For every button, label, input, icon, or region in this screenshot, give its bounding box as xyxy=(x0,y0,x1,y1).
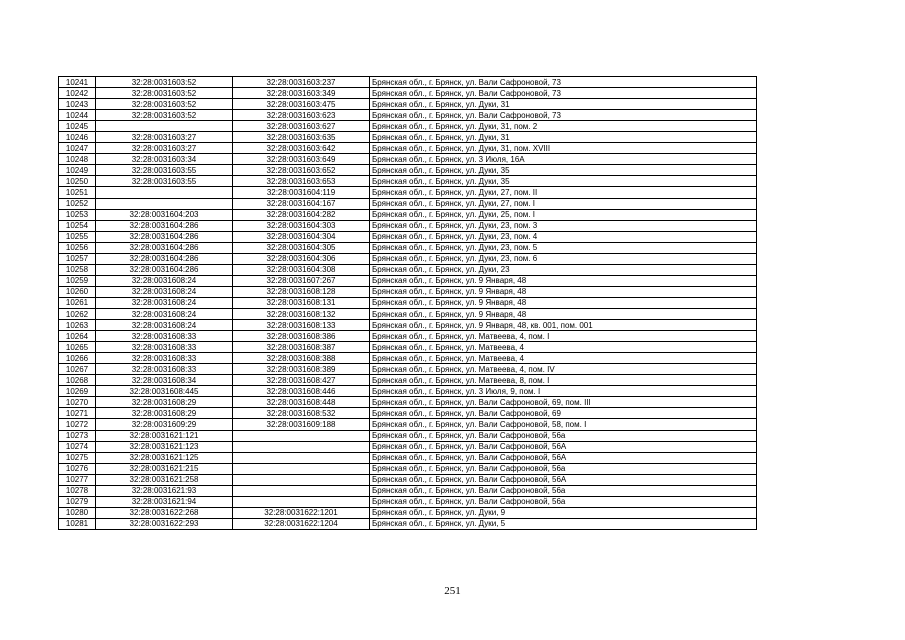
land-cadastral-number-cell: 32:28:0031604:286 xyxy=(96,231,233,242)
address-cell: Брянская обл., г. Брянск, ул. Дуки, 25, пом. I xyxy=(370,209,757,220)
object-cadastral-number-cell: 32:28:0031603:649 xyxy=(233,154,370,165)
object-cadastral-number-cell: 32:28:0031603:623 xyxy=(233,110,370,121)
address-cell: Брянская обл., г. Брянск, ул. Вали Сафроновой, 69, пом. III xyxy=(370,397,757,408)
object-cadastral-number-cell: 32:28:0031622:1201 xyxy=(233,507,370,518)
table-row xyxy=(59,99,757,110)
row-number-cell: 10276 xyxy=(59,463,96,474)
table-row xyxy=(59,242,757,253)
land-cadastral-number-cell xyxy=(96,198,233,209)
address-cell: Брянская обл., г. Брянск, ул. Дуки, 31, пом. XVIII xyxy=(370,143,757,154)
table-row xyxy=(59,331,757,342)
land-cadastral-number-cell: 32:28:0031608:29 xyxy=(96,408,233,419)
row-number-cell: 10267 xyxy=(59,364,96,375)
land-cadastral-number-cell: 32:28:0031604:286 xyxy=(96,242,233,253)
row-number-cell: 10269 xyxy=(59,386,96,397)
row-number-cell: 10250 xyxy=(59,176,96,187)
object-cadastral-number-cell: 32:28:0031608:427 xyxy=(233,375,370,386)
object-cadastral-number-cell: 32:28:0031608:128 xyxy=(233,286,370,297)
object-cadastral-number-cell xyxy=(233,430,370,441)
row-number-cell: 10247 xyxy=(59,143,96,154)
row-number-cell: 10264 xyxy=(59,331,96,342)
table-row xyxy=(59,342,757,353)
address-cell: Брянская обл., г. Брянск, ул. Матвеева, 4 xyxy=(370,353,757,364)
object-cadastral-number-cell xyxy=(233,463,370,474)
land-cadastral-number-cell: 32:28:0031604:286 xyxy=(96,264,233,275)
table-row xyxy=(59,463,757,474)
object-cadastral-number-cell xyxy=(233,485,370,496)
object-cadastral-number-cell: 32:28:0031609:188 xyxy=(233,419,370,430)
object-cadastral-number-cell xyxy=(233,452,370,463)
object-cadastral-number-cell: 32:28:0031604:305 xyxy=(233,242,370,253)
land-cadastral-number-cell: 32:28:0031622:293 xyxy=(96,518,233,529)
row-number-cell: 10257 xyxy=(59,253,96,264)
address-cell: Брянская обл., г. Брянск, ул. Дуки, 31, пом. 2 xyxy=(370,121,757,132)
row-number-cell: 10280 xyxy=(59,507,96,518)
object-cadastral-number-cell: 32:28:0031603:237 xyxy=(233,77,370,88)
address-cell: Брянская обл., г. Брянск, ул. Дуки, 9 xyxy=(370,507,757,518)
object-cadastral-number-cell: 32:28:0031608:387 xyxy=(233,342,370,353)
address-cell: Брянская обл., г. Брянск, ул. Дуки, 35 xyxy=(370,176,757,187)
row-number-cell: 10245 xyxy=(59,121,96,132)
address-cell: Брянская обл., г. Брянск, ул. 9 Января, 48 xyxy=(370,308,757,319)
land-cadastral-number-cell: 32:28:0031603:52 xyxy=(96,110,233,121)
table-row xyxy=(59,286,757,297)
object-cadastral-number-cell: 32:28:0031608:132 xyxy=(233,308,370,319)
address-cell: Брянская обл., г. Брянск, ул. Вали Сафроновой, 56А xyxy=(370,474,757,485)
table-row xyxy=(59,518,757,529)
row-number-cell: 10263 xyxy=(59,320,96,331)
row-number-cell: 10271 xyxy=(59,408,96,419)
address-cell: Брянская обл., г. Брянск, ул. Вали Сафроновой, 69 xyxy=(370,408,757,419)
land-cadastral-number-cell: 32:28:0031603:52 xyxy=(96,88,233,99)
land-cadastral-number-cell: 32:28:0031621:258 xyxy=(96,474,233,485)
table-body xyxy=(59,77,757,530)
object-cadastral-number-cell: 32:28:0031607:267 xyxy=(233,275,370,286)
object-cadastral-number-cell: 32:28:0031608:532 xyxy=(233,408,370,419)
object-cadastral-number-cell: 32:28:0031603:642 xyxy=(233,143,370,154)
table-row xyxy=(59,132,757,143)
row-number-cell: 10252 xyxy=(59,198,96,209)
land-cadastral-number-cell: 32:28:0031604:286 xyxy=(96,220,233,231)
land-cadastral-number-cell: 32:28:0031608:24 xyxy=(96,320,233,331)
table-row xyxy=(59,441,757,452)
table-row xyxy=(59,408,757,419)
row-number-cell: 10268 xyxy=(59,375,96,386)
address-cell: Брянская обл., г. Брянск, ул. Матвеева, 4, пом. IV xyxy=(370,364,757,375)
address-cell: Брянская обл., г. Брянск, ул. Вали Сафроновой, 58, пом. I xyxy=(370,419,757,430)
land-cadastral-number-cell: 32:28:0031608:24 xyxy=(96,275,233,286)
table-row xyxy=(59,110,757,121)
row-number-cell: 10261 xyxy=(59,297,96,308)
land-cadastral-number-cell: 32:28:0031608:34 xyxy=(96,375,233,386)
row-number-cell: 10259 xyxy=(59,275,96,286)
land-cadastral-number-cell: 32:28:0031608:24 xyxy=(96,297,233,308)
table-row xyxy=(59,198,757,209)
land-cadastral-number-cell: 32:28:0031609:29 xyxy=(96,419,233,430)
table-row xyxy=(59,496,757,507)
address-cell: Брянская обл., г. Брянск, ул. Дуки, 31 xyxy=(370,132,757,143)
address-cell: Брянская обл., г. Брянск, ул. 9 Января, 48 xyxy=(370,275,757,286)
object-cadastral-number-cell: 32:28:0031603:475 xyxy=(233,99,370,110)
row-number-cell: 10270 xyxy=(59,397,96,408)
object-cadastral-number-cell: 32:28:0031604:304 xyxy=(233,231,370,242)
address-cell: Брянская обл., г. Брянск, ул. Матвеева, 4 xyxy=(370,342,757,353)
row-number-cell: 10260 xyxy=(59,286,96,297)
address-cell: Брянская обл., г. Брянск, ул. Вали Сафроновой, 56а xyxy=(370,496,757,507)
land-cadastral-number-cell: 32:28:0031603:27 xyxy=(96,132,233,143)
address-cell: Брянская обл., г. Брянск, ул. 9 Января, 48 xyxy=(370,286,757,297)
object-cadastral-number-cell: 32:28:0031603:627 xyxy=(233,121,370,132)
row-number-cell: 10274 xyxy=(59,441,96,452)
object-cadastral-number-cell: 32:28:0031608:388 xyxy=(233,353,370,364)
object-cadastral-number-cell: 32:28:0031603:349 xyxy=(233,88,370,99)
object-cadastral-number-cell xyxy=(233,441,370,452)
row-number-cell: 10281 xyxy=(59,518,96,529)
land-cadastral-number-cell: 32:28:0031608:24 xyxy=(96,308,233,319)
land-cadastral-number-cell: 32:28:0031621:121 xyxy=(96,430,233,441)
row-number-cell: 10278 xyxy=(59,485,96,496)
row-number-cell: 10251 xyxy=(59,187,96,198)
row-number-cell: 10246 xyxy=(59,132,96,143)
table-row xyxy=(59,474,757,485)
table-row xyxy=(59,320,757,331)
land-cadastral-number-cell: 32:28:0031603:34 xyxy=(96,154,233,165)
row-number-cell: 10256 xyxy=(59,242,96,253)
address-cell: Брянская обл., г. Брянск, ул. Дуки, 27, пом. I xyxy=(370,198,757,209)
row-number-cell: 10265 xyxy=(59,342,96,353)
object-cadastral-number-cell: 32:28:0031608:131 xyxy=(233,297,370,308)
table-row xyxy=(59,430,757,441)
address-cell: Брянская обл., г. Брянск, ул. Дуки, 23, пом. 3 xyxy=(370,220,757,231)
land-cadastral-number-cell: 32:28:0031608:33 xyxy=(96,342,233,353)
address-cell: Брянская обл., г. Брянск, ул. Вали Сафроновой, 56а xyxy=(370,430,757,441)
object-cadastral-number-cell: 32:28:0031603:652 xyxy=(233,165,370,176)
cadastral-table xyxy=(58,76,757,530)
land-cadastral-number-cell: 32:28:0031603:27 xyxy=(96,143,233,154)
land-cadastral-number-cell: 32:28:0031621:125 xyxy=(96,452,233,463)
address-cell: Брянская обл., г. Брянск, ул. Вали Сафроновой, 56А xyxy=(370,441,757,452)
object-cadastral-number-cell: 32:28:0031608:446 xyxy=(233,386,370,397)
land-cadastral-number-cell: 32:28:0031604:286 xyxy=(96,253,233,264)
row-number-cell: 10242 xyxy=(59,88,96,99)
address-cell: Брянская обл., г. Брянск, ул. 3 Июля, 9, пом. I xyxy=(370,386,757,397)
row-number-cell: 10248 xyxy=(59,154,96,165)
address-cell: Брянская обл., г. Брянск, ул. Дуки, 23 xyxy=(370,264,757,275)
table-row xyxy=(59,143,757,154)
row-number-cell: 10255 xyxy=(59,231,96,242)
table-row xyxy=(59,77,757,88)
table-row xyxy=(59,452,757,463)
address-cell: Брянская обл., г. Брянск, ул. Дуки, 31 xyxy=(370,99,757,110)
address-cell: Брянская обл., г. Брянск, ул. 9 Января, 48, кв. 001, пом. 001 xyxy=(370,320,757,331)
address-cell: Брянская обл., г. Брянск, ул. Дуки, 5 xyxy=(370,518,757,529)
address-cell: Брянская обл., г. Брянск, ул. Дуки, 23, пом. 4 xyxy=(370,231,757,242)
land-cadastral-number-cell: 32:28:0031608:33 xyxy=(96,353,233,364)
object-cadastral-number-cell: 32:28:0031604:282 xyxy=(233,209,370,220)
address-cell: Брянская обл., г. Брянск, ул. Вали Сафроновой, 56а xyxy=(370,463,757,474)
address-cell: Брянская обл., г. Брянск, ул. 3 Июля, 16А xyxy=(370,154,757,165)
row-number-cell: 10249 xyxy=(59,165,96,176)
table-row xyxy=(59,176,757,187)
row-number-cell: 10275 xyxy=(59,452,96,463)
object-cadastral-number-cell: 32:28:0031604:167 xyxy=(233,198,370,209)
land-cadastral-number-cell: 32:28:0031608:33 xyxy=(96,364,233,375)
address-cell: Брянская обл., г. Брянск, ул. Вали Сафроновой, 73 xyxy=(370,110,757,121)
land-cadastral-number-cell: 32:28:0031621:215 xyxy=(96,463,233,474)
table-row xyxy=(59,220,757,231)
address-cell: Брянская обл., г. Брянск, ул. Дуки, 35 xyxy=(370,165,757,176)
land-cadastral-number-cell: 32:28:0031604:203 xyxy=(96,209,233,220)
address-cell: Брянская обл., г. Брянск, ул. Вали Сафроновой, 73 xyxy=(370,88,757,99)
table-row xyxy=(59,209,757,220)
address-cell: Брянская обл., г. Брянск, ул. Вали Сафроновой, 56а xyxy=(370,485,757,496)
address-cell: Брянская обл., г. Брянск, ул. Вали Сафроновой, 56А xyxy=(370,452,757,463)
object-cadastral-number-cell: 32:28:0031608:133 xyxy=(233,320,370,331)
table-row xyxy=(59,88,757,99)
table-row xyxy=(59,121,757,132)
land-cadastral-number-cell: 32:28:0031603:55 xyxy=(96,176,233,187)
table-row xyxy=(59,154,757,165)
table-row xyxy=(59,253,757,264)
object-cadastral-number-cell: 32:28:0031608:389 xyxy=(233,364,370,375)
land-cadastral-number-cell xyxy=(96,121,233,132)
page-number: 251 xyxy=(444,585,461,597)
object-cadastral-number-cell: 32:28:0031604:119 xyxy=(233,187,370,198)
address-cell: Брянская обл., г. Брянск, ул. Дуки, 27, пом. II xyxy=(370,187,757,198)
row-number-cell: 10243 xyxy=(59,99,96,110)
address-cell: Брянская обл., г. Брянск, ул. Матвеева, 4, пом. I xyxy=(370,331,757,342)
row-number-cell: 10262 xyxy=(59,308,96,319)
row-number-cell: 10279 xyxy=(59,496,96,507)
object-cadastral-number-cell: 32:28:0031608:386 xyxy=(233,331,370,342)
address-cell: Брянская обл., г. Брянск, ул. Матвеева, 8, пом. I xyxy=(370,375,757,386)
land-cadastral-number-cell: 32:28:0031608:445 xyxy=(96,386,233,397)
address-cell: Брянская обл., г. Брянск, ул. Дуки, 23, пом. 6 xyxy=(370,253,757,264)
row-number-cell: 10272 xyxy=(59,419,96,430)
land-cadastral-number-cell xyxy=(96,187,233,198)
table-row xyxy=(59,353,757,364)
land-cadastral-number-cell: 32:28:0031621:123 xyxy=(96,441,233,452)
table-row xyxy=(59,386,757,397)
row-number-cell: 10266 xyxy=(59,353,96,364)
address-cell: Брянская обл., г. Брянск, ул. 9 Января, 48 xyxy=(370,297,757,308)
land-cadastral-number-cell: 32:28:0031608:29 xyxy=(96,397,233,408)
land-cadastral-number-cell: 32:28:0031608:33 xyxy=(96,331,233,342)
land-cadastral-number-cell: 32:28:0031603:55 xyxy=(96,165,233,176)
row-number-cell: 10244 xyxy=(59,110,96,121)
object-cadastral-number-cell: 32:28:0031604:303 xyxy=(233,220,370,231)
table-row xyxy=(59,419,757,430)
table-row xyxy=(59,507,757,518)
land-cadastral-number-cell: 32:28:0031621:94 xyxy=(96,496,233,507)
row-number-cell: 10273 xyxy=(59,430,96,441)
object-cadastral-number-cell: 32:28:0031603:653 xyxy=(233,176,370,187)
object-cadastral-number-cell: 32:28:0031604:308 xyxy=(233,264,370,275)
row-number-cell: 10253 xyxy=(59,209,96,220)
row-number-cell: 10254 xyxy=(59,220,96,231)
row-number-cell: 10277 xyxy=(59,474,96,485)
object-cadastral-number-cell: 32:28:0031622:1204 xyxy=(233,518,370,529)
object-cadastral-number-cell: 32:28:0031604:306 xyxy=(233,253,370,264)
row-number-cell: 10241 xyxy=(59,77,96,88)
table-row xyxy=(59,165,757,176)
table-row xyxy=(59,231,757,242)
table-row xyxy=(59,297,757,308)
object-cadastral-number-cell xyxy=(233,496,370,507)
land-cadastral-number-cell: 32:28:0031622:268 xyxy=(96,507,233,518)
table-row xyxy=(59,397,757,408)
land-cadastral-number-cell: 32:28:0031608:24 xyxy=(96,286,233,297)
object-cadastral-number-cell xyxy=(233,474,370,485)
object-cadastral-number-cell: 32:28:0031603:635 xyxy=(233,132,370,143)
table-row xyxy=(59,275,757,286)
address-cell: Брянская обл., г. Брянск, ул. Вали Сафроновой, 73 xyxy=(370,77,757,88)
table-row xyxy=(59,485,757,496)
land-cadastral-number-cell: 32:28:0031621:93 xyxy=(96,485,233,496)
land-cadastral-number-cell: 32:28:0031603:52 xyxy=(96,99,233,110)
object-cadastral-number-cell: 32:28:0031608:448 xyxy=(233,397,370,408)
table-row xyxy=(59,187,757,198)
table-row xyxy=(59,364,757,375)
table-row xyxy=(59,375,757,386)
table-row xyxy=(59,264,757,275)
row-number-cell: 10258 xyxy=(59,264,96,275)
address-cell: Брянская обл., г. Брянск, ул. Дуки, 23, пом. 5 xyxy=(370,242,757,253)
land-cadastral-number-cell: 32:28:0031603:52 xyxy=(96,77,233,88)
table-row xyxy=(59,308,757,319)
